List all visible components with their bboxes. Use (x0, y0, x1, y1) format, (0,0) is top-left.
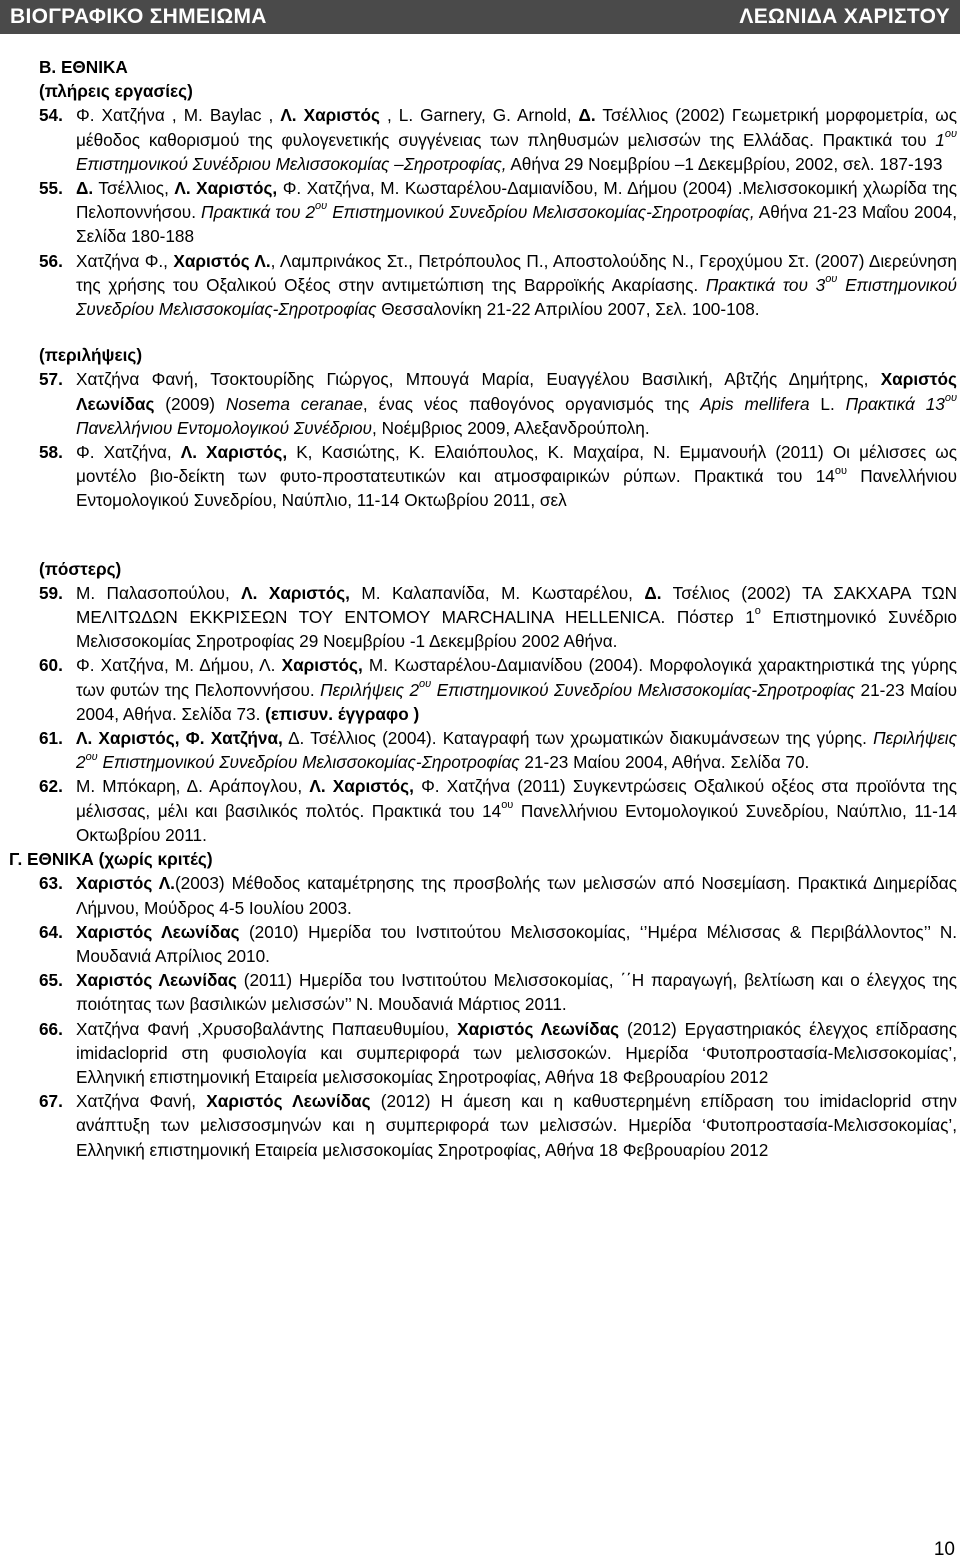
entry-text: Λ. Χαριστός, Φ. Χατζήνα, Δ. Τσέλλιος (2004). Καταγραφή των χρωματικών διακυμάνσεων της γύρης. Περιλήψεις $2^{o\upsilon}$ Επιστημονικού Συνεδρίου Μελισσοκομίας-Σηροτροφίας 21-23 Μαίου 2004, Αθήνα. Σελίδα 70. (76, 728, 957, 773)
header-title-right: ΛΕΩΝΙΔΑ ΧΑΡΙΣΤΟΥ (739, 5, 950, 28)
list-item (39, 1089, 957, 1162)
entry-text: Μ. Παλασοπούλου, Λ. Χαριστός, Μ. Καλαπανίδα, Μ. Κωσταρέλου, Δ. Τσέλιος (2002) ΤΑ ΣΑΚΧΑΡΑ ΤΩΝ ΜΕΛΙΤΩΔΩΝ ΕΚΚΡΙΣΕΩΝ ΤΟΥ ΕΝΤΟΜΟΥ MARCHALINA HELLENICA. Πόστερ $1^o$ Επιστημονικό Συνέδριο Μελισσοκομίας Σηροτροφίας 29 Νοεμβρίου -1 Δεκεμβρίου 2002 Αθήνα. (76, 582, 957, 652)
list-item (39, 920, 957, 968)
entry-text: Φ. Χατζήνα, Λ. Χαριστός, Κ, Κασιώτης, Κ. Ελαιόπουλος, Κ. Μαχαίρα, Ν. Εμμανουήλ (2011) Οι μέλισσες ως μοντέλο βιο-δείκτη των φυτο-προστατευτικών και ατμοσφαιρικών ρύπων. Πρακτικά του $14^{o\upsilon}$ Πανελλήνιου Εντομολογικού Συνεδρίου, Ναύπλιο, 11-14 Οκτωβρίου 2011, σελ (76, 442, 958, 511)
entry-text: Φ. Χατζήνα, Μ. Δήμου, Λ. Χαριστός, Μ. Κωσταρέλου-Δαμιανίδου (2004). Μορφολογικά χαρακτηριστικά της γύρης των φυτών της Πελοποννήσου. Περιλήψεις $2^{o\upsilon}$ Επιστημονικού Συνεδρίου Μελισσοκομίας-Σηροτροφίας 21-23 Μαίου 2004, Αθήνα. Σελίδα 73. (επισυν. έγγραφο ) (76, 655, 958, 724)
content-body (9, 55, 958, 1162)
entries-no-review (39, 871, 957, 1161)
list-item (39, 440, 957, 513)
subsection-full-papers: (πλήρεις εργασίες) (39, 81, 193, 102)
spacer (39, 321, 957, 343)
entry-text: Φ. Χατζήνα , M. Baylac , Λ. Χαριστός , L. Garnery, G. Arnold, Δ. Τσέλλιος (2002) Γεωμετρική μορφομετρία, ως μέθοδος καθορισμού της φυλογενετικής συγγένειας των πληθυσμών μελισσών της Ελλάδας. Πρακτικά του $1^{o\upsilon}$ Επιστημονικού Συνέδριου Μελισσοκομίας –Σηροτροφίας, Αθήνα 29 Νοεμβρίου –1 Δεκεμβρίου, 2002, σελ. 187-193 (76, 105, 957, 174)
entry-text: Δ. Τσέλλιος, Λ. Χαριστός, Φ. Χατζήνα, Μ. Κωσταρέλου-Δαμιανίδου, Μ. Δήμου (2004) .Μελισσοκομική χλωρίδα της Πελοποννήσου. Πρακτικά του $2^{o\upsilon}$ Επιστημονικού Συνεδρίου Μελισσοκομίας-Σηροτροφίας, Αθήνα 21-23 Μαΐου 2004, Σελίδα 180-188 (76, 178, 957, 247)
list-item (39, 968, 957, 1016)
section-heading-national: B. ΕΘΝΙΚΑ (39, 57, 128, 77)
list-item (39, 581, 957, 654)
list-item (39, 103, 957, 176)
list-item (39, 367, 957, 440)
list-item (39, 249, 957, 322)
entry-number: 56. (39, 250, 63, 271)
entry-text: Χατζήνα Φανή ,Χρυσοβαλάντης Παπαευθυμίου, Χαριστός Λεωνίδας (2012) Εργαστηριακός έλεγχος επίδρασης imidacloprid στη φυσιολογία και συμπεριφορά των μελισσοκών. Ημερίδα ‘Φυτοπροστασία-Μελισσοκομίας’, Ελληνική επιστημονική Εταιρεία μελισσοκομίας Σηροτροφίας, Αθήνα 18 Φεβρουαρίου 2012 (76, 1018, 957, 1087)
list-item (39, 176, 957, 249)
list-item (39, 726, 957, 774)
entry-number: 59. (39, 582, 63, 603)
entry-text: Χατζήνα Φ., Χαριστός Λ., Λαμπρινάκος Στ., Πετρόπουλος Π., Αποστολούδης Ν., Γεροχύμου Στ. (2007) Διερεύνηση της χρήσης του Οξαλικού Οξέος στην αντιμετώπιση της Βαρροϊκής Ακαρίασης. Πρακτικά του $3^{o\upsilon}$ Επιστημονικού Συνεδρίου Μελισσοκομίας-Σηροτροφίας Θεσσαλονίκη 21-22 Απριλίου 2007, Σελ. 100-108. (76, 250, 957, 320)
entries-full-papers (39, 103, 957, 321)
list-item (39, 1017, 957, 1090)
entry-number: 64. (39, 921, 63, 942)
entry-number: 66. (39, 1018, 63, 1039)
subsection-abstracts: (περιλήψεις) (39, 345, 143, 366)
entry-number: 60. (39, 655, 63, 676)
entry-text: Χαριστός Λεωνίδας (2011) Ημερίδα του Ινστιτούτου Μελισσοκομίας, ΄΄Η παραγωγή, βελτίωση και ο έλεγχος της ποιότητας των βασιλικών μελισσών’’ Ν. Μουδανιά Μάρτιος 2011. (76, 970, 957, 1015)
list-item (39, 774, 957, 847)
entry-text: Μ. Μπόκαρη, Δ. Αράπογλου, Λ. Χαριστός, Φ. Χατζήνα (2011) Συγκεντρώσεις Οξαλικού οξέος στα προϊόντα της μέλισσας, μέλι και βασιλικός πολτός. Πρακτικά του $14^{o\upsilon}$ Πανελλήνιου Εντομολογικού Συνεδρίου, Ναύπλιο, 11-14 Οκτωβρίου 2011. (76, 776, 958, 845)
entry-number: 61. (39, 728, 63, 749)
entries-posters (39, 581, 957, 847)
entry-number: 55. (39, 178, 63, 199)
entry-number: 63. (39, 873, 63, 894)
entries-abstracts (39, 367, 957, 512)
entry-text: Χατζήνα Φανή, Χαριστός Λεωνίδας (2012) Η άμεση και η καθυστερημένη επίδραση του imidacloprid στην ανάπτυξη των μελισσοσμηνών και η συμπεριφορά των μελισσών. Ημερίδα ‘Φυτοπροστασία-Μελισσοκομίας’, Ελληνική επιστημονική Εταιρεία μελισσοκομίας Σηροτροφίας, Αθήνα 18 Φεβρουαρίου 2012 (76, 1091, 958, 1160)
entry-number: 58. (39, 442, 63, 463)
spacer (39, 513, 957, 557)
entry-number: 57. (39, 369, 63, 390)
list-item (39, 653, 957, 726)
header-title-left: ΒΙΟΓΡΑΦΙΚΟ ΣΗΜΕΙΩΜΑ (10, 5, 267, 28)
entry-number: 62. (39, 776, 63, 797)
entry-number: 65. (39, 970, 63, 991)
section-heading-national-no-review: Γ. ΕΘΝΙΚΑ (χωρίς κριτές) (9, 849, 213, 870)
entry-number: 54. (39, 105, 63, 126)
entry-text: Χαριστός Λ.(2003) Μέθοδος καταμέτρησης της προσβολής των μελισσών από Νοσεμίαση. Πρακτικά Διημερίδας Λήμνου, Μούδρος 4-5 Ιουλίου 2003. (76, 873, 957, 918)
entry-text: Χατζήνα Φανή, Τσοκτουρίδης Γιώργος, Μπουγά Μαρία, Ευαγγέλου Βασιλική, Αβτζής Δημήτρης, Χαριστός Λεωνίδας (2009) Nosema ceranae, ένας νέος παθογόνος οργανισμός της Apis mellifera L. Πρακτικά $13^{o\upsilon}$ Πανελλήνιου Εντομολογικού Συνέδριου, Νοέμβριος 2009, Αλεξανδρούπολη. (76, 369, 957, 438)
list-item (39, 871, 957, 919)
page-number: 10 (933, 1539, 955, 1560)
entry-text: Χαριστός Λεωνίδας (2010) Ημερίδα του Ινστιτούτου Μελισσοκομίας, ‘’Ημέρα Μέλισσας & Περιβάλλοντος’’ Ν. Μουδανιά Απρίλιος 2010. (76, 921, 958, 966)
subsection-posters: (πόστερς) (39, 558, 122, 579)
entry-number: 67. (39, 1091, 63, 1112)
header-bar (0, 0, 960, 34)
